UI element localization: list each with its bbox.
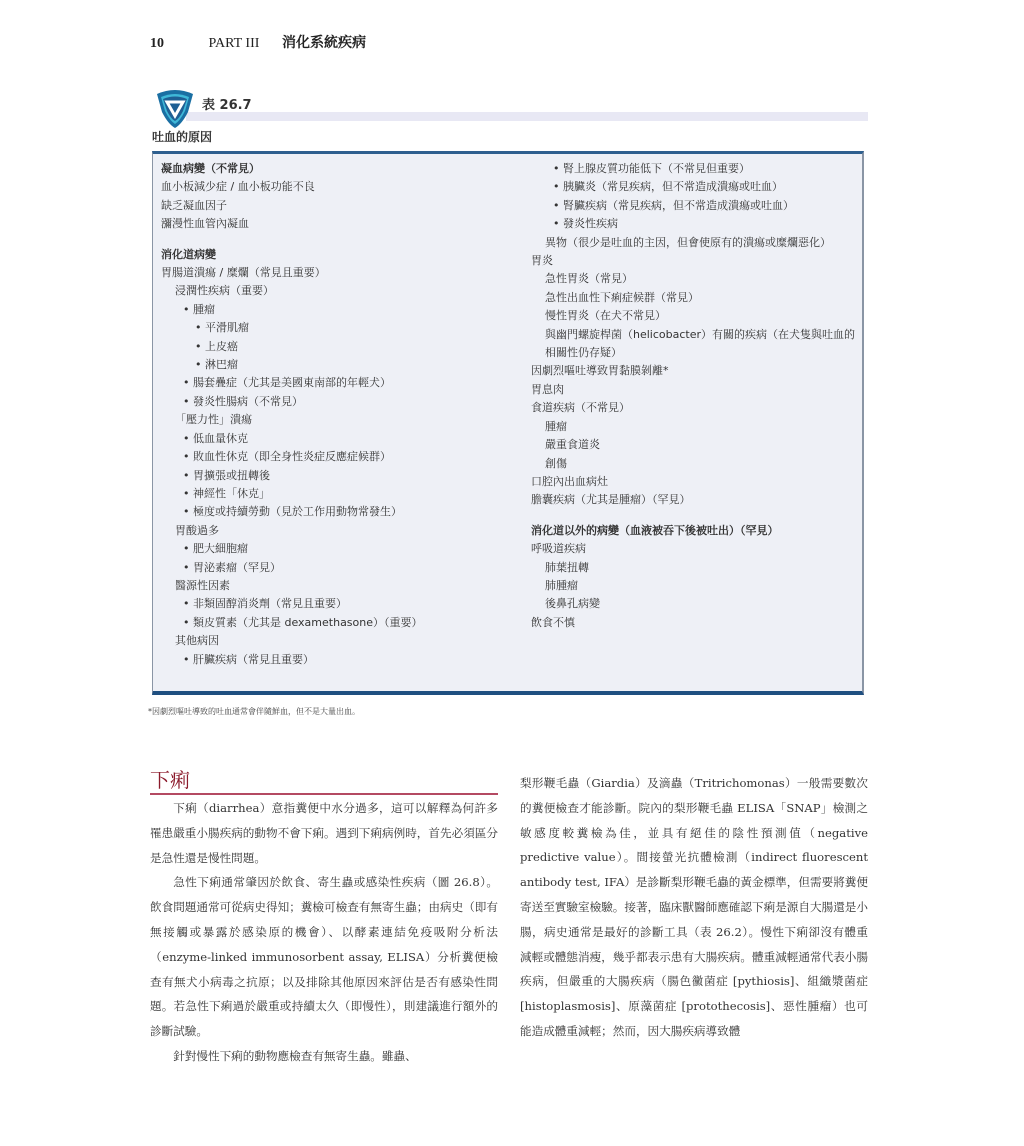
table-row: 飲食不慎 [531, 615, 575, 629]
table-box [152, 151, 864, 695]
chapter-title: 消化系統疾病 [282, 36, 366, 51]
table-row: 胃息肉 [531, 382, 564, 396]
table-row: • 平滑肌瘤 [161, 319, 511, 337]
table-row: • 胃擴張或扭轉後 [161, 467, 511, 485]
part-label: PART III [208, 36, 260, 51]
table-row: 其他病因 [175, 634, 219, 648]
table-row: 急性胃炎（常見） [545, 272, 633, 286]
table-row: • 敗血性休克（即全身性炎症反應症候群） [161, 448, 511, 466]
table-row: 醫源性因素 [175, 578, 230, 592]
table-number: 表 26.7 [202, 98, 252, 113]
table-left-column [161, 160, 511, 669]
shield-badge-icon [154, 88, 196, 130]
table-right-column [531, 160, 861, 632]
body-paragraph: 針對慢性下痢的動物應檢查有無寄生蟲。雖蟲、 [173, 1048, 417, 1063]
table-row: • 胰臟炎（常見疾病，但不常造成潰瘍或吐血） [531, 178, 861, 196]
table-row: • 腸套疊症（尤其是美國東南部的年輕犬） [161, 374, 511, 392]
body-paragraph: 急性下痢通常肇因於飲食、寄生蟲或感染性疾病（圖 26.8）。飲食問題通常可從病史得知；糞檢可檢查有無寄生蟲；由病史（即有無接觸或暴露於感染原的機會）、以酵素連結免疫吸附分析法（enzyme-linked immunosorbent assay, ELISA）分析糞便檢查有無犬小病毒之抗原；以及排除其他原因來評估是否有感染性問題。若急性下痢過於嚴重或持續太久（即慢性），則建議進行額外的診斷試驗。 [150, 875, 498, 1039]
table-footnote: *因劇烈嘔吐導致的吐血通常會伴隨鮮血，但不是大量出血。 [148, 707, 360, 716]
table-row: 食道疾病（不常見） [531, 401, 630, 415]
body-paragraph: 下痢（diarrhea）意指糞便中水分過多，這可以解釋為何許多罹患嚴重小腸疾病的動物不會下痢。遇到下痢病例時，首先必須區分是急性還是慢性問題。 [150, 801, 498, 865]
table-row: 口腔內出血病灶 [531, 474, 608, 488]
table-row: 創傷 [545, 456, 567, 470]
table-row: 肺腫瘤 [545, 578, 578, 592]
section-title: 下痢 [150, 768, 190, 792]
body-right-column [520, 771, 868, 1044]
table-row: • 腫瘤 [161, 301, 511, 319]
table-row: 胃腸道潰瘍 / 糜爛（常見且重要） [161, 266, 326, 280]
body-paragraph: 梨形鞭毛蟲（Giardia）及滴蟲（Tritrichomonas）一般需要數次的糞便檢查才能診斷。院內的梨形鞭毛蟲 ELISA「SNAP」檢測之敏感度較糞檢為佳，並具有絕佳的陰性預測值（negative predictive value）。間接螢光抗體檢測（indirect fluorescent antibody test, IFA）是診斷梨形鞭毛蟲的黃金標準，但需要將糞便寄送至實驗室檢驗。接著，臨床獸醫師應確認下痢是源自大腸還是小腸，病史通常是最好的診斷工具（表 26.2）。慢性下痢卻沒有體重減輕或體態消瘦，幾乎都表示患有大腸疾病。體重減輕通常代表小腸疾病，但嚴重的大腸疾病（腸色黴菌症 [pythiosis]、組織漿菌症 [histoplasmosis]、原藻菌症 [protothecosis]、惡性腫瘤）也可能造成體重減輕；然而，因大腸疾病導致體 [520, 776, 868, 1038]
body-left-column [150, 796, 498, 1069]
table-row: • 類皮質素（尤其是 dexamethasone）（重要） [161, 614, 511, 632]
table-row: 缺乏凝血因子 [161, 198, 227, 212]
table-row: • 極度或持續勞動（見於工作用動物常發生） [161, 503, 511, 521]
table-row: 慢性胃炎（在犬不常見） [545, 309, 666, 323]
table-row: • 發炎性疾病 [531, 215, 861, 233]
table-row: 胃炎 [531, 254, 553, 268]
table-row: • 上皮癌 [161, 338, 511, 356]
table-header-band [186, 112, 868, 121]
table-row: • 淋巴瘤 [161, 356, 511, 374]
table-row: 後鼻孔病變 [545, 597, 600, 611]
running-head [150, 32, 366, 52]
table-row [161, 234, 511, 246]
table-row: 胃酸過多 [175, 523, 219, 537]
table-row: • 低血量休克 [161, 430, 511, 448]
table-row: 肺葉扭轉 [545, 560, 589, 574]
page-number: 10 [150, 36, 164, 51]
table-row: 膽囊疾病（尤其是腫瘤）（罕見） [531, 493, 691, 507]
table-row: 瀰漫性血管內凝血 [161, 217, 249, 231]
section-rule [150, 793, 498, 795]
table-header [152, 88, 868, 124]
table-section-heading: 消化道病變 [161, 247, 216, 261]
table-row: • 非類固醇消炎劑（常見且重要） [161, 595, 511, 613]
table-row: 異物（很少是吐血的主因，但會使原有的潰瘍或糜爛惡化） [545, 235, 831, 249]
table-section-heading: 凝血病變（不常見） [161, 162, 260, 175]
table-row: • 腎上腺皮質功能低下（不常見但重要） [531, 160, 861, 178]
table-row: • 神經性「休克」 [161, 485, 511, 503]
table-row: • 肥大細胞瘤 [161, 540, 511, 558]
table-row: • 肝臟疾病（常見且重要） [161, 651, 511, 669]
table-row: 血小板減少症 / 血小板功能不良 [161, 180, 315, 194]
table-row: • 胃泌素瘤（罕見） [161, 559, 511, 577]
table-row: 急性出血性下痢症候群（常見） [545, 290, 699, 304]
table-row: 「壓力性」潰瘍 [175, 413, 252, 427]
table-row: • 腎臟疾病（常見疾病，但不常造成潰瘍或吐血） [531, 197, 861, 215]
table-row: 浸潤性疾病（重要） [175, 284, 274, 298]
table-row: 呼吸道疾病 [531, 542, 586, 556]
table-row: 與幽門螺旋桿菌（helicobacter）有關的疾病（在犬隻與吐血的相關性仍存疑） [545, 327, 856, 360]
table-row: 嚴重食道炎 [545, 438, 600, 452]
table-section-heading: 消化道以外的病變（血液被吞下後被吐出）（罕見） [531, 523, 779, 537]
table-row [531, 510, 861, 522]
table-row: 因劇烈嘔吐導致胃黏膜剝離* [531, 364, 669, 378]
table-row: • 發炎性腸病（不常見） [161, 393, 511, 411]
table-row: 腫瘤 [545, 419, 567, 433]
table-title: 吐血的原因 [152, 130, 213, 144]
